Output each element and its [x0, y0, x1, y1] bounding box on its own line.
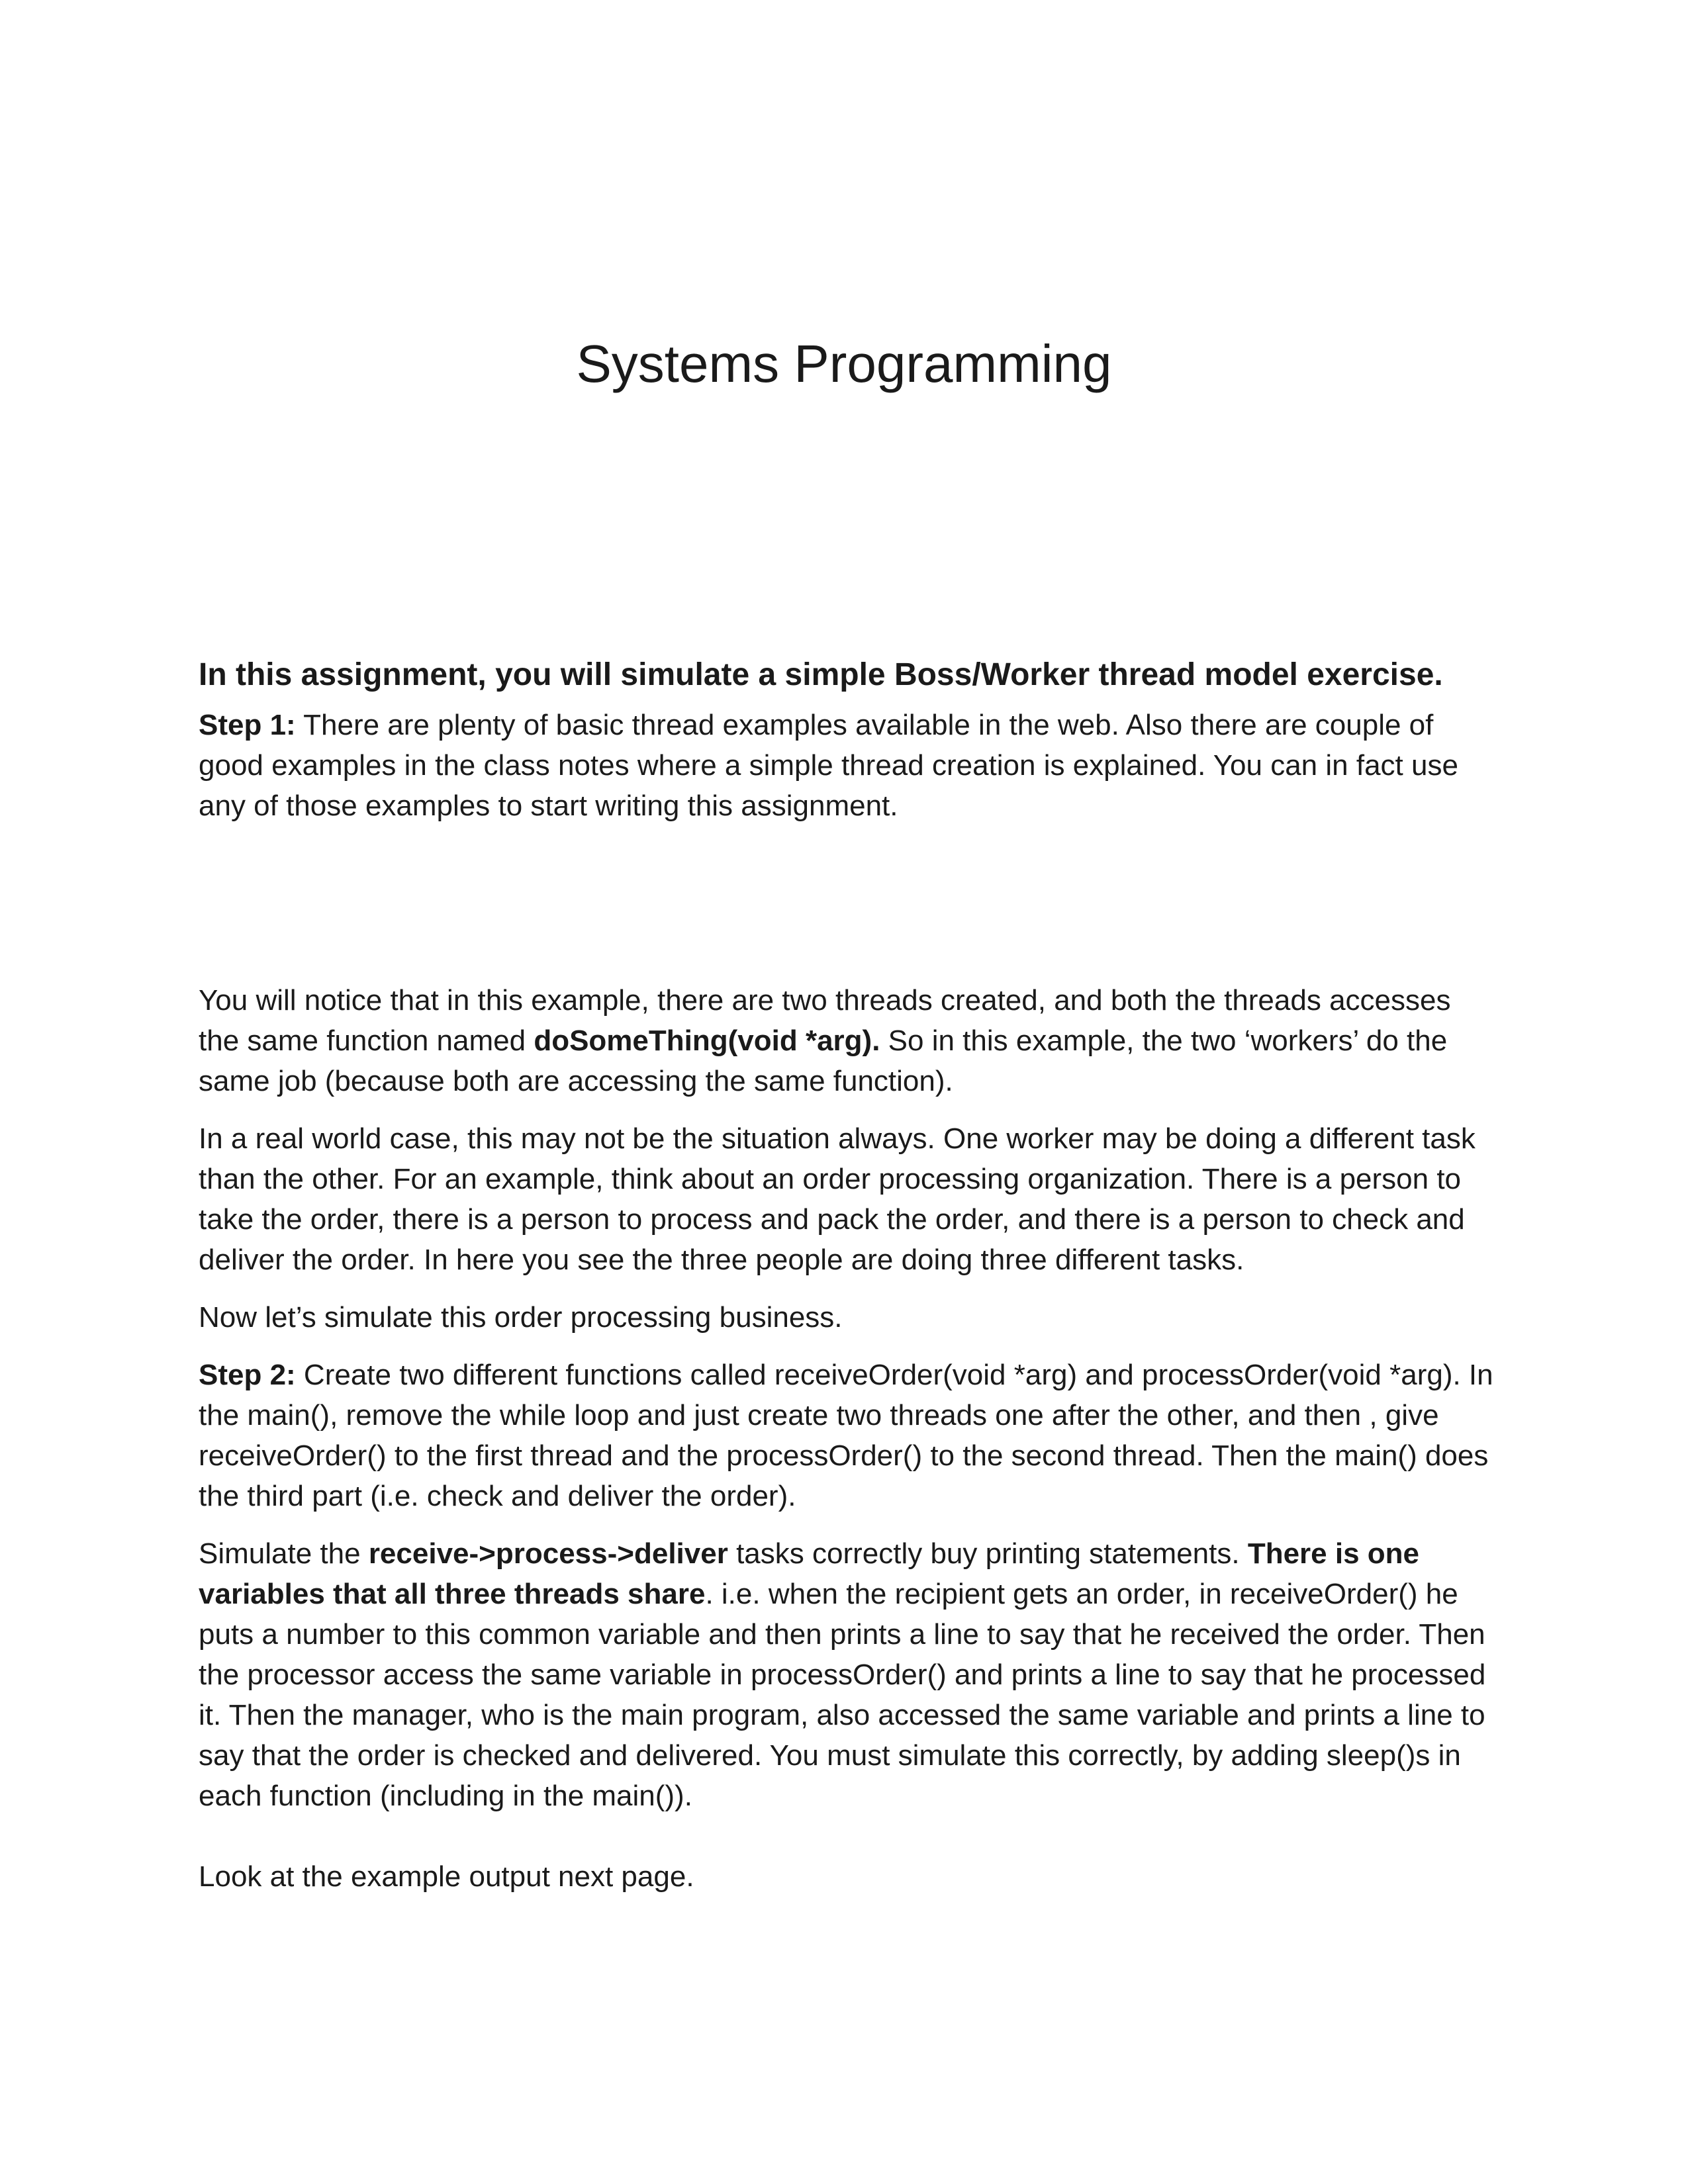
tasks-text-3: . i.e. when the recipient gets an order, in receiveOrder() he puts a number to this common variable and then prints a line to say that he received the order. Then the processor access the same variable in processOrder() and prints a line to say that he processed it. Then the manager, who is the main program, also accessed the same variable and prints a line to say that the order is checked and delivered. You must simulate this correctly, by adding sleep()s in each function (including in the main()). [199, 1578, 1486, 1812]
tasks-text-1: Simulate the [199, 1537, 369, 1570]
step1-label: Step 1: [199, 709, 296, 741]
tasks-text-2: tasks correctly buy printing statements. [727, 1537, 1248, 1570]
step1-paragraph [199, 705, 1496, 826]
example-text-2: So in this example, the two ‘workers’ do the same job (because both are accessing the same function). [199, 1024, 1448, 1097]
tasks-bold-shared: There is one variables that all three threads share [199, 1537, 1420, 1610]
function-name: doSomeThing(void *arg). [534, 1024, 880, 1057]
tasks-paragraph [199, 1533, 1496, 1816]
simulate-paragraph: Now let’s simulate this order processing business. [199, 1301, 843, 1334]
example-paragraph [199, 980, 1496, 1101]
step2-text: Create two different functions called receiveOrder(void *arg) and processOrder(void *arg). In the main(), remove the while loop and just create two threads one after the other, and then , give receiveOrder() to the first thread and the processOrder() to the second thread. Then the main() does the third part (i.e. check and deliver the order). [199, 1359, 1493, 1512]
realworld-paragraph: In a real world case, this may not be the situation always. One worker may be doing a different task than the other. For an example, think about an order processing organization. There is a person to take the order, there is a person to process and pack the order, and there is a person to check and deliver the order. In here you see the three people are doing three different tasks. [199, 1122, 1476, 1276]
step2-label: Step 2: [199, 1359, 296, 1391]
step1-text: There are plenty of basic thread examples available in the web. Also there are couple of good examples in the class notes where a simple thread creation is explained. You can in fact use any of those examples to start writing this assignment. [199, 709, 1458, 822]
intro-heading: In this assignment, you will simulate a simple Boss/Worker thread model exercise. [199, 657, 1443, 692]
next-page-paragraph: Look at the example output next page. [199, 1860, 694, 1893]
example-text-1: You will notice that in this example, there are two threads created, and both the threads accesses the same function named [199, 984, 1451, 1057]
page-title: Systems Programming [576, 334, 1112, 393]
document-body [199, 652, 1496, 1897]
tasks-bold-flow: receive->process->deliver [368, 1537, 728, 1570]
step2-paragraph [199, 1355, 1496, 1516]
